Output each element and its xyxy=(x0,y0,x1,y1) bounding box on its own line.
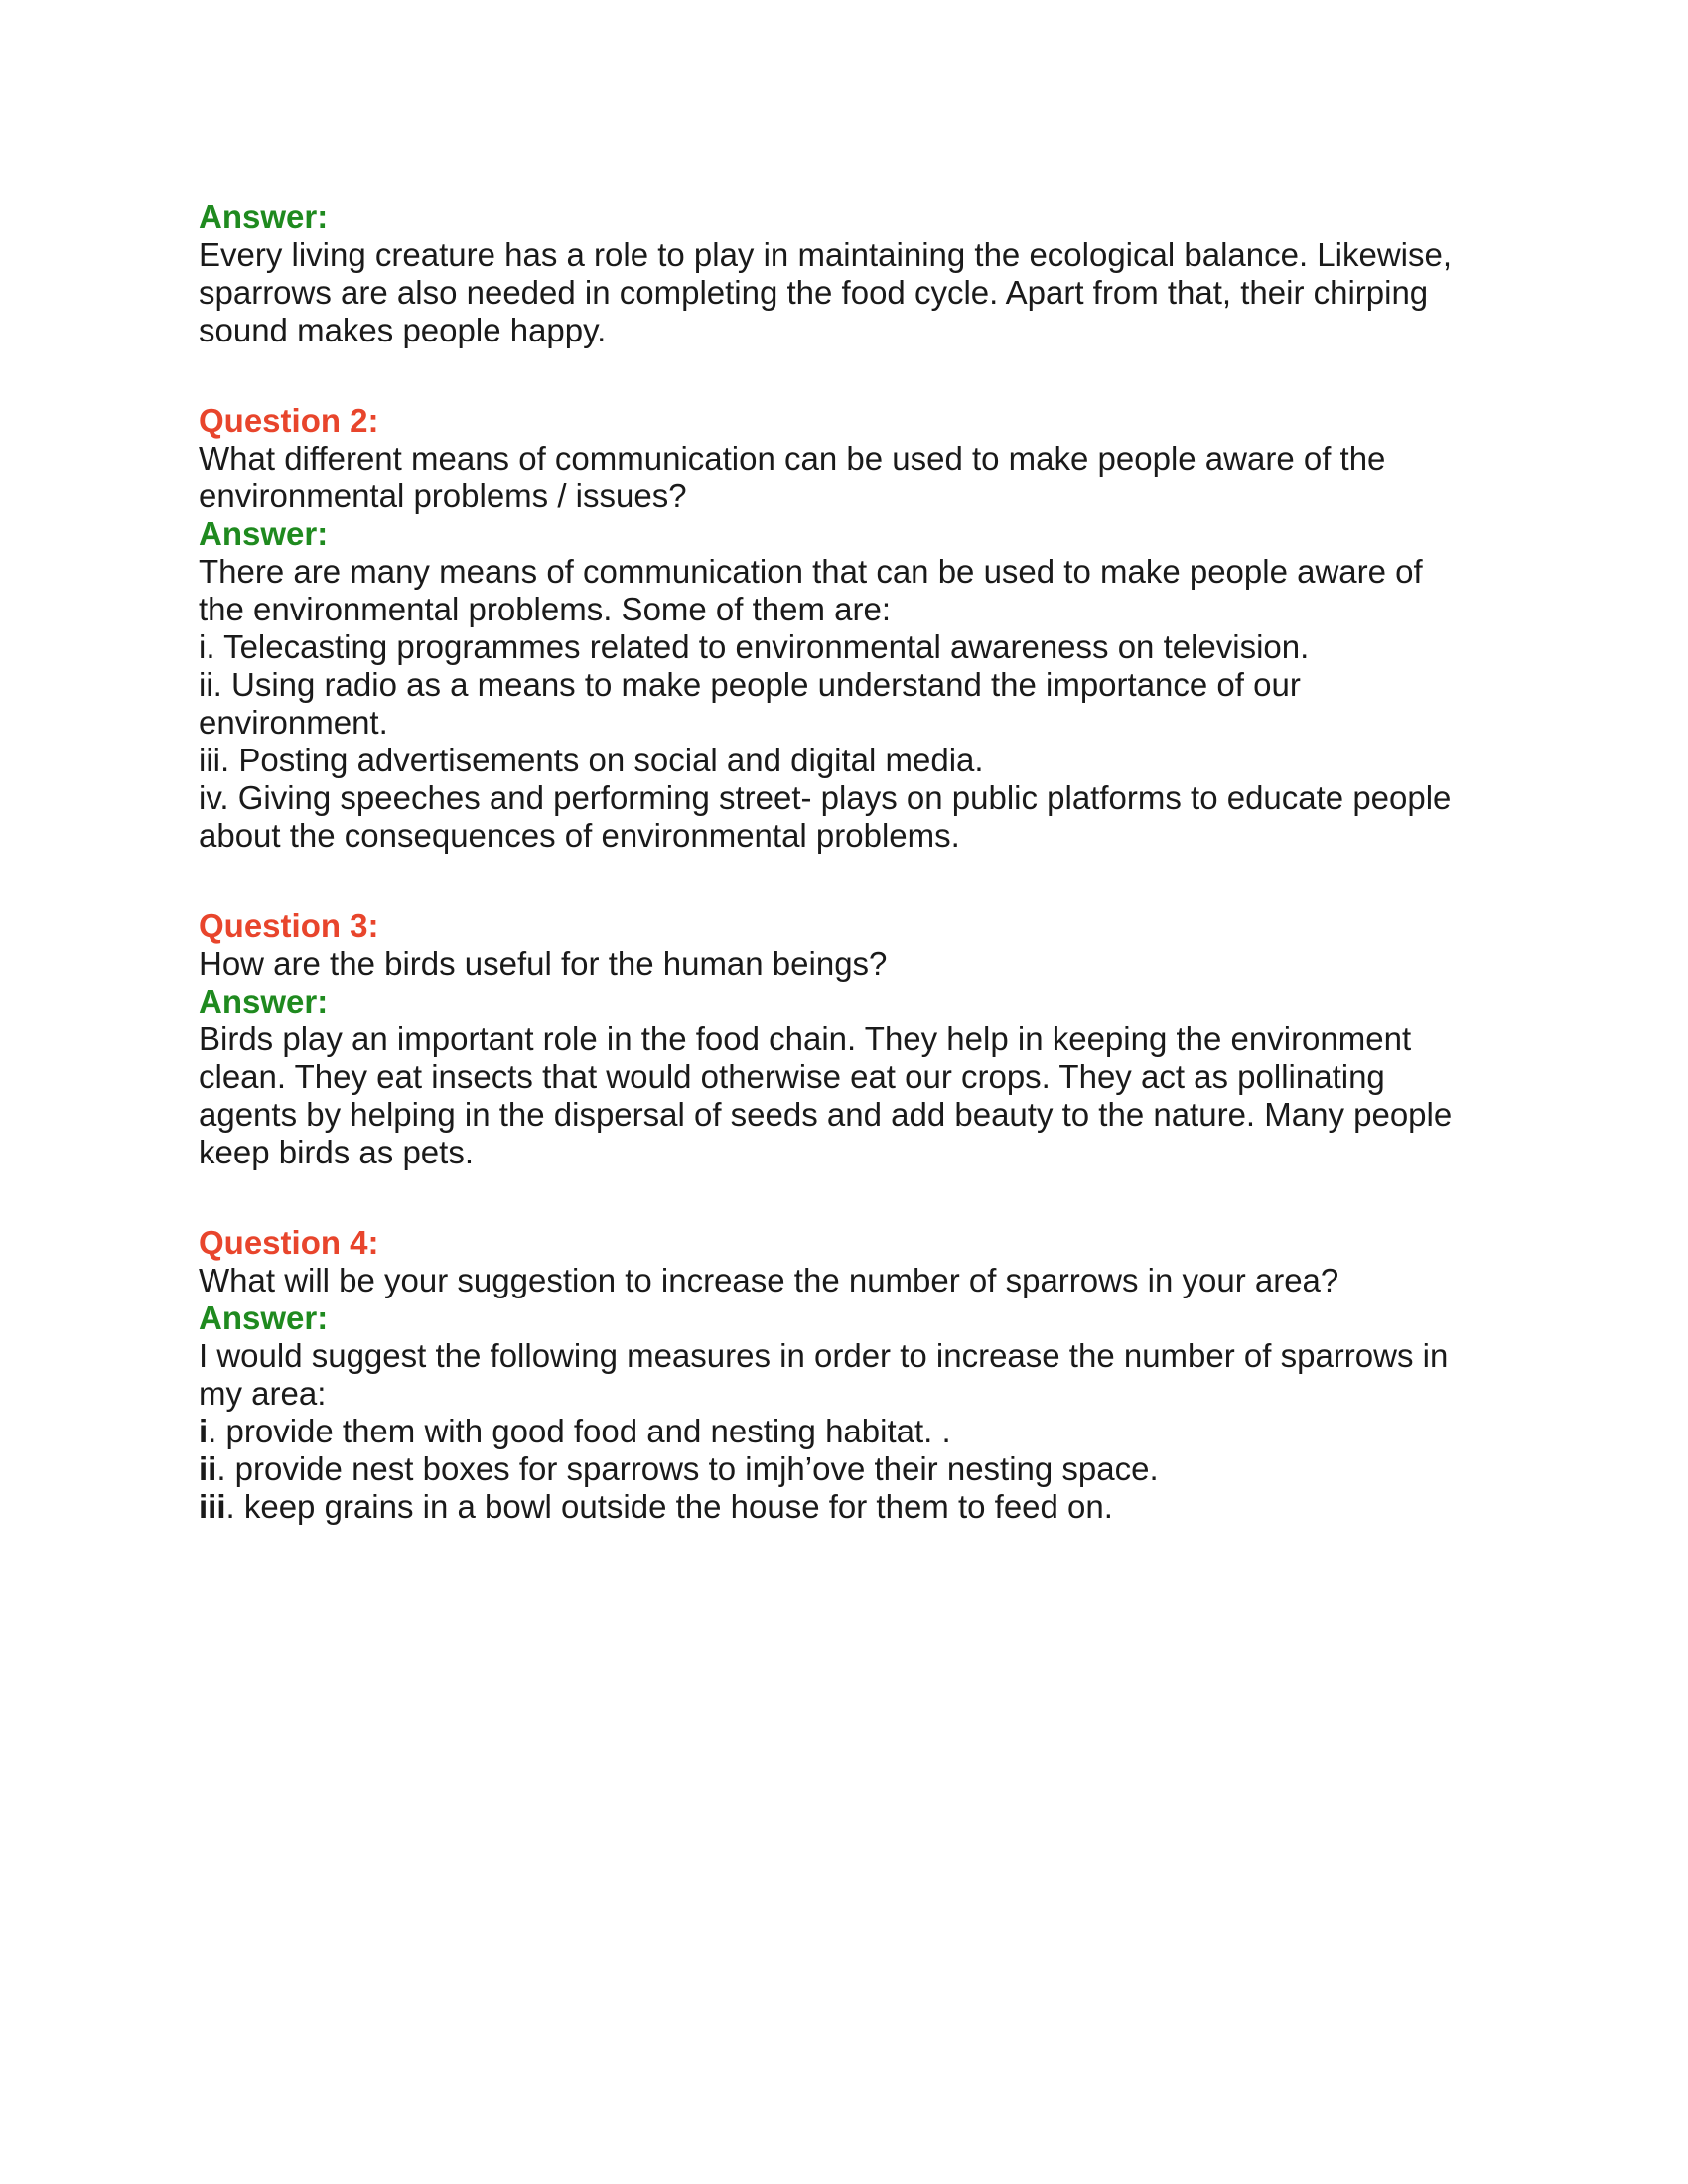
answer-line: clean. They eat insects that would otherwise eat our crops. They act as pollinating xyxy=(199,1058,1385,1095)
answer-line: There are many means of communication that can be used to make people aware of xyxy=(199,553,1423,590)
answer-line: environment. xyxy=(199,704,388,741)
document-page xyxy=(199,199,1489,1578)
list-item xyxy=(199,1450,1489,1488)
question-line: What different means of communication can be used to make people aware of the xyxy=(199,440,1386,477)
list-marker: i xyxy=(199,1413,209,1449)
answer-block-1 xyxy=(199,199,1489,349)
answer-line: Birds play an important role in the food chain. They help in keeping the environment xyxy=(199,1021,1412,1057)
answer-line: iii. Posting advertisements on social and digital media. xyxy=(199,742,984,778)
answer-line: I would suggest the following measures in order to increase the number of sparrows in xyxy=(199,1337,1449,1374)
question-block-2 xyxy=(199,402,1489,855)
answer-line: about the consequences of environmental problems. xyxy=(199,817,960,854)
answer-line: i. Telecasting programmes related to environmental awareness on television. xyxy=(199,628,1310,665)
list-item-text: . keep grains in a bowl outside the house for them to feed on. xyxy=(225,1488,1113,1525)
answer-label: Answer: xyxy=(199,515,329,552)
answer-line: keep birds as pets. xyxy=(199,1134,474,1170)
question-block-3 xyxy=(199,907,1489,1171)
list-item xyxy=(199,1488,1489,1526)
question-label: Question 4: xyxy=(199,1224,379,1261)
answer-line: the environmental problems. Some of them are: xyxy=(199,591,892,627)
list-marker: ii xyxy=(199,1450,217,1487)
question-label: Question 2: xyxy=(199,402,379,439)
question-label: Question 3: xyxy=(199,907,379,944)
list-marker: iii xyxy=(199,1488,226,1525)
answer-line: ii. Using radio as a means to make people understand the importance of our xyxy=(199,666,1301,703)
answer-label: Answer: xyxy=(199,983,329,1020)
answer-label: Answer: xyxy=(199,199,329,235)
question-line: environmental problems / issues? xyxy=(199,478,687,514)
question-block-4 xyxy=(199,1224,1489,1526)
answer-line: sparrows are also needed in completing the food cycle. Apart from that, their chirping xyxy=(199,274,1429,311)
question-line: How are the birds useful for the human beings? xyxy=(199,945,888,982)
answer-line: sound makes people happy. xyxy=(199,312,607,348)
answer-label: Answer: xyxy=(199,1299,329,1336)
answer-line: Every living creature has a role to play in maintaining the ecological balance. Likewise, xyxy=(199,236,1453,273)
list-item-text: . provide them with good food and nesting habitat. . xyxy=(208,1413,951,1449)
list-item xyxy=(199,1413,1489,1450)
answer-line: iv. Giving speeches and performing street- plays on public platforms to educate people xyxy=(199,779,1452,816)
answer-line: agents by helping in the dispersal of seeds and add beauty to the nature. Many people xyxy=(199,1096,1453,1133)
list-item-text: . provide nest boxes for sparrows to imjh’ove their nesting space. xyxy=(216,1450,1159,1487)
answer-line: my area: xyxy=(199,1375,327,1412)
question-line: What will be your suggestion to increase the number of sparrows in your area? xyxy=(199,1262,1339,1298)
